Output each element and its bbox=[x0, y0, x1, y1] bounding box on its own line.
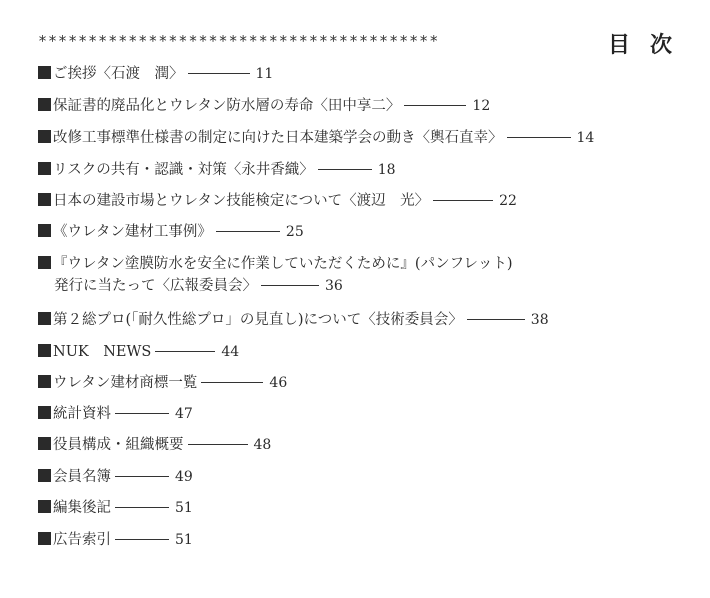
leader-line bbox=[155, 351, 215, 352]
decorative-stars: **************************************** bbox=[38, 32, 440, 50]
entry-page: 51 bbox=[175, 500, 193, 516]
leader-line bbox=[188, 444, 248, 445]
entry-title: 『ウレタン塗膜防水を安全に作業していただくために』(パンフレット) bbox=[53, 256, 513, 272]
entry-title: 《ウレタン建材工事例》 bbox=[53, 224, 212, 240]
leader-line bbox=[115, 476, 169, 477]
toc-entry[interactable] bbox=[38, 404, 193, 424]
toc-entry[interactable] bbox=[38, 222, 304, 242]
entry-title: 役員構成・組織概要 bbox=[53, 437, 184, 453]
entry-title: 日本の建設市場とウレタン技能検定について〈渡辺 光〉 bbox=[53, 193, 430, 209]
entry-title: 会員名簿 bbox=[53, 469, 111, 485]
entry-page: 48 bbox=[253, 437, 272, 453]
entry-page: 25 bbox=[285, 224, 304, 240]
square-bullet-icon bbox=[38, 256, 51, 269]
leader-line bbox=[188, 73, 250, 74]
square-bullet-icon bbox=[38, 344, 51, 357]
toc-entry[interactable] bbox=[38, 254, 513, 274]
square-bullet-icon bbox=[38, 500, 51, 513]
leader-line bbox=[115, 413, 169, 414]
entry-title: 編集後記 bbox=[53, 500, 111, 516]
toc-entry[interactable] bbox=[38, 310, 549, 330]
entry-title: リスクの共有・認識・対策〈永井香織〉 bbox=[53, 162, 314, 178]
entry-title: 改修工事標準仕様書の制定に向けた日本建築学会の動き〈輿石直幸〉 bbox=[53, 130, 503, 146]
toc-entry[interactable] bbox=[38, 64, 273, 84]
toc-entry-continuation[interactable] bbox=[38, 276, 343, 296]
square-bullet-icon bbox=[38, 193, 51, 206]
toc-entry[interactable] bbox=[38, 191, 517, 211]
entry-title-continued: 発行に当たって〈広報委員会〉 bbox=[54, 278, 257, 294]
entry-title: 統計資料 bbox=[53, 406, 111, 422]
entry-page: 36 bbox=[325, 278, 343, 294]
entry-page: 11 bbox=[255, 66, 274, 82]
toc-entry[interactable] bbox=[38, 342, 239, 362]
entry-page: 18 bbox=[377, 162, 396, 178]
square-bullet-icon bbox=[38, 406, 51, 419]
leader-line bbox=[318, 169, 372, 170]
toc-entry[interactable] bbox=[38, 373, 287, 393]
page-title: 目次 bbox=[608, 33, 693, 58]
leader-line bbox=[467, 319, 525, 320]
entry-page: 12 bbox=[472, 98, 491, 114]
square-bullet-icon bbox=[38, 375, 51, 388]
entry-page: 14 bbox=[576, 130, 595, 146]
entry-page: 22 bbox=[499, 193, 517, 209]
toc-entry[interactable] bbox=[38, 498, 193, 518]
toc-entry[interactable] bbox=[38, 467, 193, 487]
toc-entry[interactable] bbox=[38, 128, 594, 148]
leader-line bbox=[115, 507, 169, 508]
entry-page: 47 bbox=[175, 406, 193, 422]
toc-header bbox=[38, 28, 693, 58]
square-bullet-icon bbox=[38, 469, 51, 482]
square-bullet-icon bbox=[38, 532, 51, 545]
entry-page: 51 bbox=[175, 532, 193, 548]
square-bullet-icon bbox=[38, 224, 51, 237]
toc-entry[interactable] bbox=[38, 160, 396, 180]
leader-line bbox=[507, 137, 571, 138]
entry-page: 49 bbox=[175, 469, 193, 485]
square-bullet-icon bbox=[38, 66, 51, 79]
entry-title: 第２総プロ(「耐久性総プロ」の見直し)について〈技術委員会〉 bbox=[53, 312, 463, 328]
entry-title: ウレタン建材商標一覧 bbox=[53, 375, 198, 391]
square-bullet-icon bbox=[38, 437, 51, 450]
square-bullet-icon bbox=[38, 312, 51, 325]
entry-title: NUK NEWS bbox=[53, 344, 152, 360]
leader-line bbox=[404, 105, 466, 106]
entry-page: 44 bbox=[221, 344, 240, 360]
entry-page: 46 bbox=[269, 375, 288, 391]
square-bullet-icon bbox=[38, 98, 51, 111]
entry-title: 広告索引 bbox=[53, 532, 111, 548]
leader-line bbox=[433, 200, 493, 201]
entry-title: 保証書的廃品化とウレタン防水層の寿命〈田中享二〉 bbox=[53, 98, 401, 114]
toc-entry[interactable] bbox=[38, 530, 193, 550]
toc-entry[interactable] bbox=[38, 96, 490, 116]
leader-line bbox=[115, 539, 169, 540]
leader-line bbox=[261, 285, 319, 286]
entry-title: ご挨拶〈石渡 潤〉 bbox=[53, 66, 184, 82]
entry-page: 38 bbox=[530, 312, 549, 328]
leader-line bbox=[216, 231, 280, 232]
square-bullet-icon bbox=[38, 162, 51, 175]
leader-line bbox=[201, 382, 263, 383]
toc-entry[interactable] bbox=[38, 435, 271, 455]
square-bullet-icon bbox=[38, 130, 51, 143]
